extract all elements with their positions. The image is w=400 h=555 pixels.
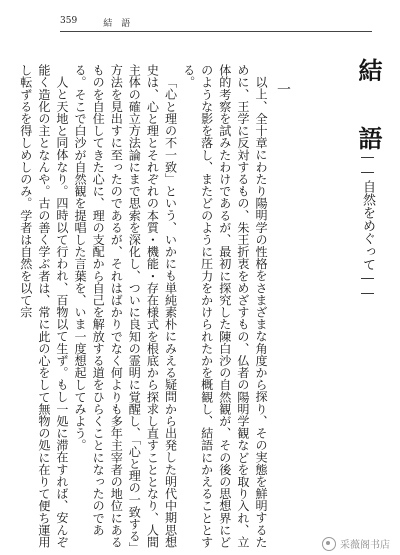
watermark-text: 采薇阁书店	[340, 540, 390, 551]
watermark	[322, 536, 390, 551]
body-text	[18, 64, 270, 554]
page-number: 359	[60, 16, 78, 26]
paragraph-2: 「心と理の不一致」という、いかにも単純素朴にみえる疑問から出発した明代中期思想史は、心と理とそれぞれの本質・機能・存在様式を根底から探求し直すこととなり、人間主体の確立方法論にまで思索を深化し、ついに良知の霊明に覚醒し、「心と理の一致する」方法を見出すに至ったのであるが、それはばかりでなく何よりも多年主宰者の地位にあるものを自住してきた心に、理の支配から自己を解放する道をひらくことになったのである。そこで白沙が自然観を提唱した言葉を、いま一度想起してみよう。	[73, 64, 178, 548]
chapter-title: 結 語	[354, 58, 383, 160]
running-title: 結 語	[103, 19, 131, 29]
page-header	[60, 16, 130, 29]
paragraph-1: 以上、全十章にわたり陽明学の性格をさまざまな角度から探り、その実態を鮮明するために、王学に反対するもの、朱王折衷をめざすもの、仏者の陽明学観などを取り入れ、立体的考察を試みたわけであるが、最初に探究した陳白沙の自然観が、その後の思想界にどのような影を落し、またどのように圧力をかけられたかを概観し、結語にかえることとする。	[181, 64, 268, 548]
chapter-subtitle: ――自然をめぐって――	[360, 150, 375, 301]
section-number: 一	[275, 82, 291, 96]
header-rule	[60, 31, 372, 32]
paragraph-3: 人と天地と同体なり。四時以て行われ、百物以て生ず。もし一処に滞在すれば、安んぞ能く造化の主となんや。古の善く学ぶ者は、常に此の心をして無物の処に在りて便ち運用し転ずるを得しめしのみ。学者は自然を以て宗	[18, 64, 69, 548]
wechat-icon	[322, 537, 336, 551]
